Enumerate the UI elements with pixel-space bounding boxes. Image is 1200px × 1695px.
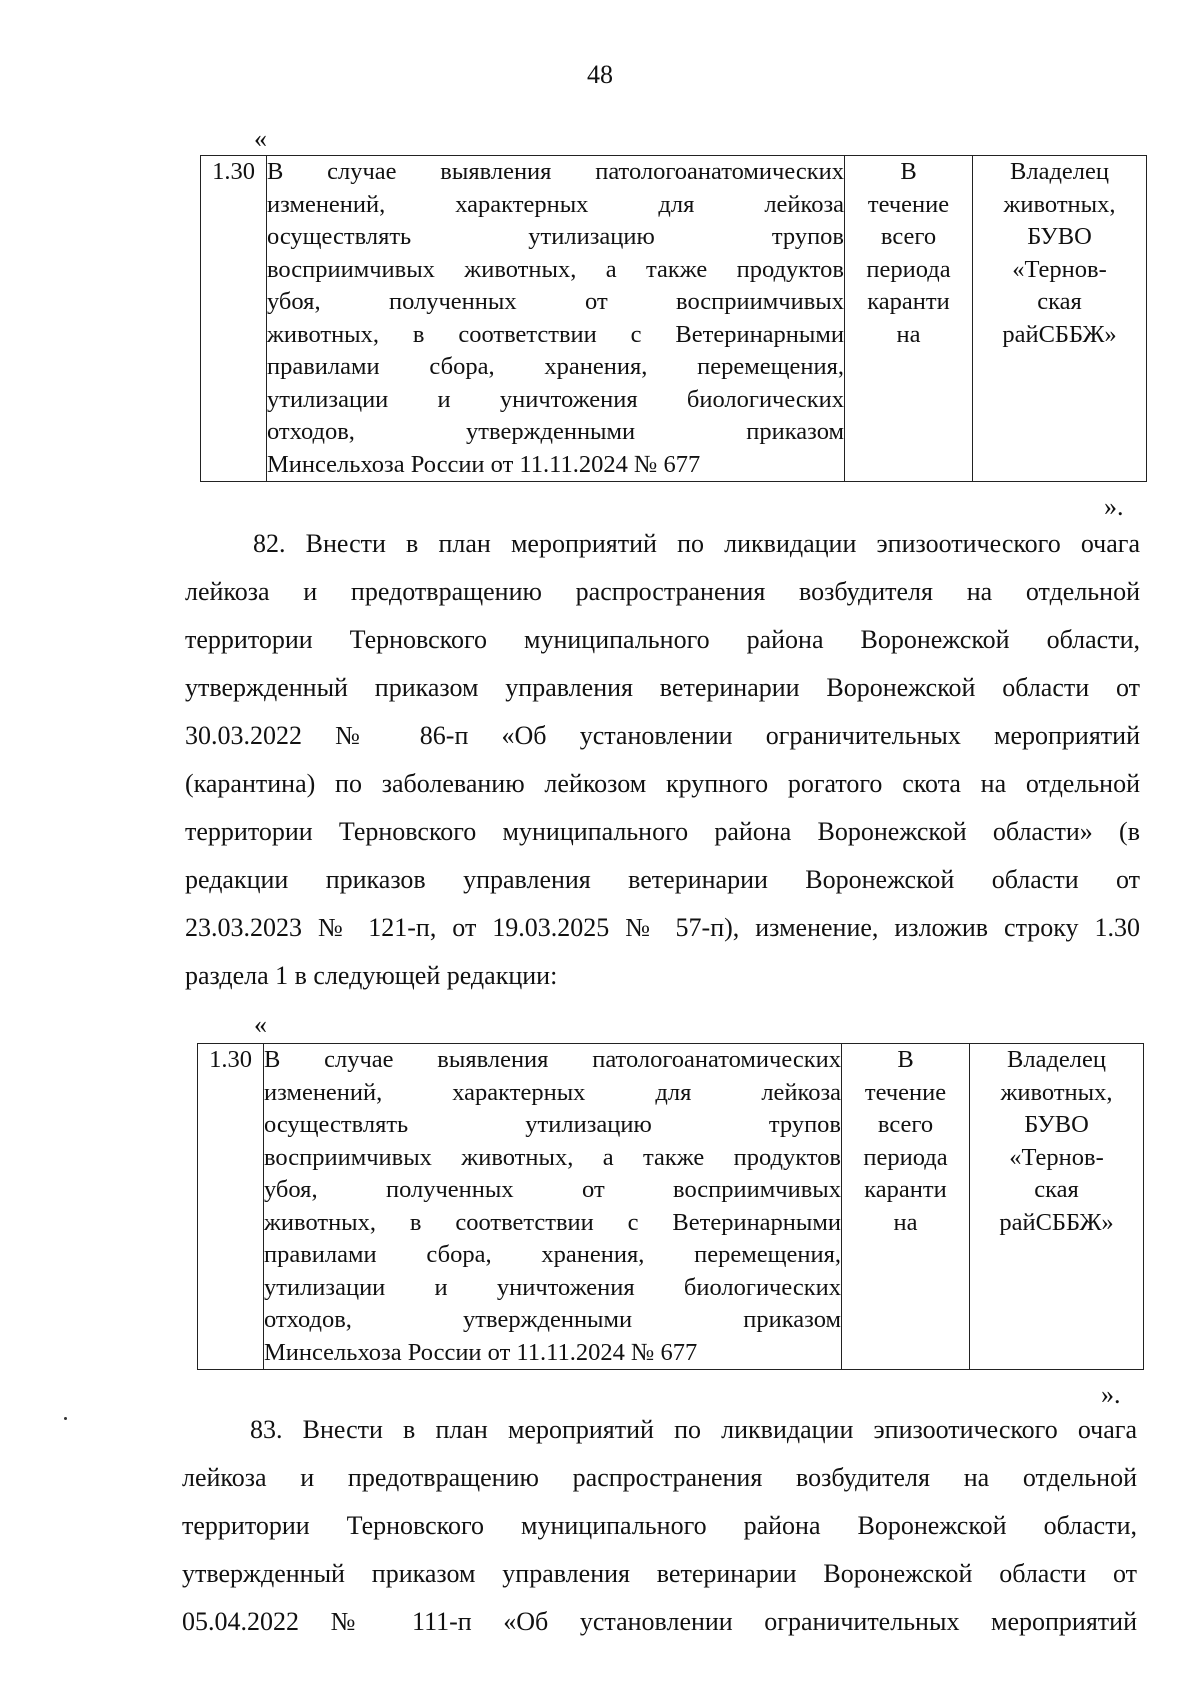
row-description: В случае выявления патологоанатомических изменений, характерных для лейкоза осуществлять утилизацию трупов восприимчивых животных, а также продуктов убоя, полученных от восприимчивых животных, в соответствии с Ветеринарными правилами сбора, хранения, перемещения, утилизации и уничтожения биологических отходов, утвержденными приказом Минсельхоза России от 11.11.2024 № 677 bbox=[267, 156, 845, 482]
table-row bbox=[198, 1044, 1144, 1370]
row-term: В течение всего периода каранти на bbox=[842, 1044, 970, 1370]
row-term: В течение всего периода каранти на bbox=[845, 156, 973, 482]
page-number: 48 bbox=[587, 60, 613, 89]
paragraph-83: 83. Внести в план мероприятий по ликвидации эпизоотического очага лейкоза и предотвращению распространения возбудителя на отдельной территории Терновского муниципального района Воронежской области, утвержденный приказом управления ветеринарии Воронежской области от 05.04.2022 № 111-п «Об установлении ограничительных мероприятий bbox=[182, 1415, 1137, 1636]
plan-row-table-1 bbox=[200, 155, 1147, 482]
paragraph-82: 82. Внести в план мероприятий по ликвидации эпизоотического очага лейкоза и предотвращению распространения возбудителя на отдельной территории Терновского муниципального района Воронежской области, утвержденный приказом управления ветеринарии Воронежской области от 30.03.2022 № 86-п «Об установлении ограничительных мероприятий (карантина) по заболеванию лейкозом крупного рогатого скота на отдельной территории Терновского муниципального района Воронежской области» (в редакции приказов управления ветеринарии Воронежской области от 23.03.2023 № 121-п, от 19.03.2025 № 57-п), изменение, изложив строку 1.30 раздела 1 в следующей редакции: bbox=[185, 529, 1140, 990]
row-responsible: Владелец животных, БУВО «Тернов- ская райСББЖ» bbox=[970, 1044, 1144, 1370]
open-quote: « bbox=[254, 1010, 267, 1039]
scan-speck bbox=[64, 1417, 67, 1420]
close-quote: ». bbox=[1104, 492, 1124, 521]
close-quote: ». bbox=[1101, 1380, 1121, 1409]
row-number: 1.30 bbox=[198, 1044, 264, 1370]
row-description: В случае выявления патологоанатомических изменений, характерных для лейкоза осуществлять утилизацию трупов восприимчивых животных, а также продуктов убоя, полученных от восприимчивых животных, в соответствии с Ветеринарными правилами сбора, хранения, перемещения, утилизации и уничтожения биологических отходов, утвержденными приказом Минсельхоза России от 11.11.2024 № 677 bbox=[264, 1044, 842, 1370]
open-quote: « bbox=[254, 124, 267, 153]
table-row bbox=[201, 156, 1147, 482]
row-responsible: Владелец животных, БУВО «Тернов- ская райСББЖ» bbox=[973, 156, 1147, 482]
plan-row-table-2 bbox=[197, 1043, 1144, 1370]
row-number: 1.30 bbox=[201, 156, 267, 482]
